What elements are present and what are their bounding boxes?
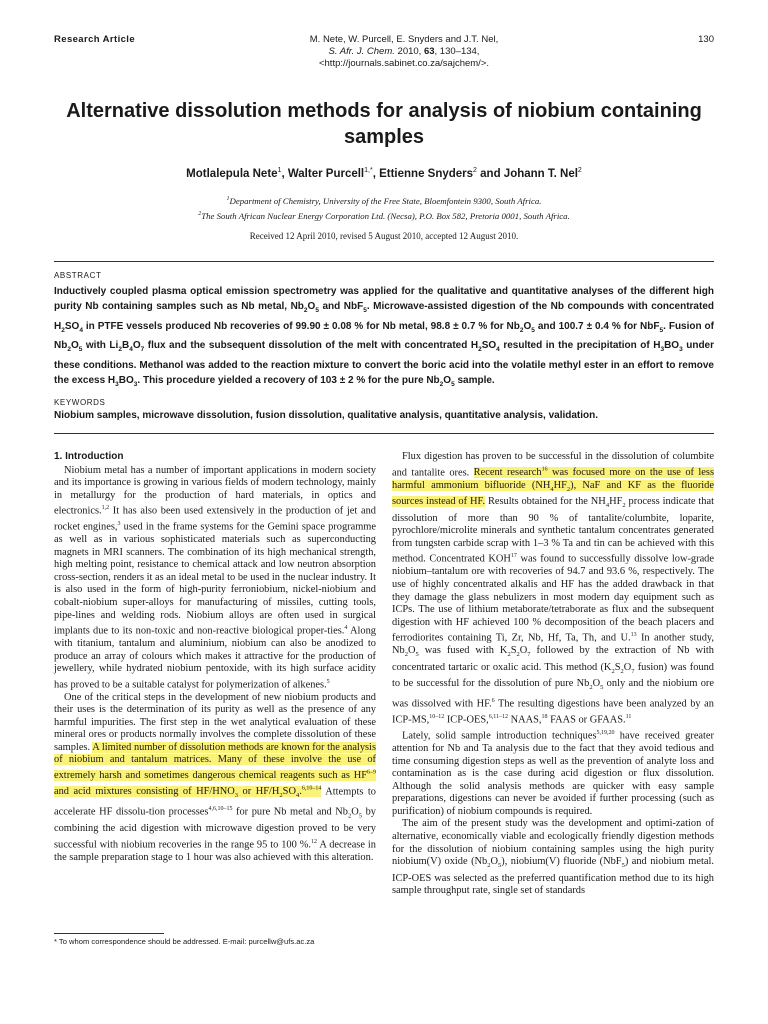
divider xyxy=(54,261,714,262)
author: Johann T. Nel xyxy=(503,167,578,180)
received-dates: Received 12 April 2010, revised 5 August 2010, accepted 12 August 2010. xyxy=(249,231,519,241)
author: Walter Purcell xyxy=(287,167,365,180)
affiliation: $^1$Department of Chemistry, University of the Free State, Bloemfontein 9300, South Africa. xyxy=(226,195,542,206)
citation xyxy=(254,34,554,70)
author: Motlalepula Nete xyxy=(186,167,278,180)
affiliation: $^2$The South African Nuclear Energy Corporation Ltd. (Necsa), P.O. Box 582, Pretoria 0001, South Africa. xyxy=(198,210,570,221)
paragraph: One of the critical steps in the development of new niobium products and their uses is the determination of its purity as well as the presence of any harmful impurities. The first step in the wet analytical evaluation of these mineral ores or products normally involves the complete dissolution of these samples. A limited number of dissolution methods are known for the analysis of niobium and tantalum matrices. Many of these involve the use of extremely harsh and sometimes dangerous chemical reagents such as HF$^{6-9}$ and acid mixtures consisting of $HF/HNO_3$ or $HF/H_2SO_4.^{6,10-14}$ Attempts to accelerate HF dissolu-tion processes$^{4,6,10-15}$ for pure Nb metal and $Nb_2O_5$ by combining the acid digestion with microwave digestion proved to be very successful with niobium recoveries in the range 95 to 100 %.$^{12}$ A decrease in the sample preparation stage to 1 hour was also achieved with this alteration. xyxy=(54,691,376,863)
section-label: Research Article xyxy=(54,34,136,45)
paragraph: Lately, solid sample introduction techniques$^{5,19,20}$ have received greater attention for Nb and Ta analysis due to the fact that they avoid tedious and time consuming digestion steps as well as the prevention of analyte loss and contamination as is the case during acid digestion or flux dissolution. Although the solid analysis methods are quicker with easy sample preparations, digestions can never be avoided if further processing (such as purification) of niobium compounds is required. xyxy=(392,730,715,817)
paragraph: Flux digestion has proven to be successful in the dissolution of columbite and tantalite ores. Recent research$^{16}$ was focused more on the use of less harmful ammonium bifluoride $(NH_4HF_2)$, NaF and KF as the fluoride sources instead of HF. Results obtained for the $NH_4HF_2$ process indicate that dissolution of more than 90 % of tantalite/columbite, loparite, pyrochlore/microlite minerals and synthetic tantalum concentrates generated from tungsten carbide scrap with 1–3 % Ta and tin can be achieved with this method. Concentrated KOH$^{17}$ was found to successfully dissolve low-grade niobium–tantalum ore with recoveries of 94.7 and 93.6 %, respectively. The use of highly concentrated alkalis and HF has the added drawback in that they damage the glass nebulizers in most modern day equipment such as ICPs. The use of lithium metaborate/tetraborate as flux and the subsequent digestion with HF achieved 100 % decomposition of the beach placers and ferrodiorites containing Ti, Zr, Nb, Hf, Ta, Th, and U.$^{13}$ In another study, $Nb_2O_5$ was fused with $K_2S_2O_7$ followed by the extraction of Nb with concentrated tartaric or oxalic acid. This method ($K_2S_2O_7$ fusion) was found to be successful for the dissolution of pure $Nb_2O_5$ only and the niobium ore was dissolved with HF.$^6$ The resulting digestions have been analyzed by an ICP-MS,$^{10-12}$ ICP-OES,$^{6,11-12}$ NAAS,$^{18}$ FAAS or GFAAS.$^{11}$ xyxy=(392,451,715,726)
section-heading: 1. Introduction xyxy=(54,451,124,462)
footnote-rule xyxy=(54,933,164,934)
affiliations xyxy=(60,193,708,223)
citation-journal: S. Afr. J. Chem. 2010, 63, 130–134, xyxy=(328,46,480,57)
divider xyxy=(54,433,714,434)
citation-url[interactable]: <http://journals.sabinet.co.za/sajchem/>. xyxy=(318,58,490,69)
keywords: Niobium samples, microwave dissolution, fusion dissolution, qualitative analysis, quantitative analysis, validation. xyxy=(54,410,599,421)
paragraph: Niobium metal has a number of important applications in modern society and its importance is growing in various fields of modern technology, mainly in metallurgy for the production of hard materials, in optics and electronics.$^{1,2}$ It has also been used extensively in the production of jet and rocket engines,$^3$ used in the frame systems for the Gemini space programme as well as in various sophisticated materials such as superconducting magnets in MRI scanners. The combination of its high mechanical strength, high melting point, resistance to chemical attack and low neutron absorption cross-section, renders it as an ideal metal to be used in the nuclear industry. It is also used in the form of high-purity ferroniobium, nickel-niobium and cobalt-niobium super-alloys for manufacturing of missiles, cutting tools, pipe-lines and welding rods. Niobium alloys are often used in surgical implants due to its non-toxic and non-reactive biological proper-ties.$^4$ Along with titanium, tantalum and aluminium, niobium can also be anodized to produce an array of colours which makes it attractive for the production of jewellery, while hydrated niobium pentoxide, with its high surface acidity has proved to be a suitable catalyst for polymerization of alkenes.$^5$ xyxy=(54,464,376,691)
footnote: * To whom correspondence should be addressed. E-mail: purcellw@ufs.ac.za xyxy=(54,937,315,946)
paragraph: The aim of the present study was the development and optimi-zation of alternative, economically viable and ecologically friendly digestion methods for the dissolution of niobium containing samples using the high purity niobium(V) oxide $(Nb_2O_5)$, niobium(V) fluoride (NbF$_5$) and niobium metal. ICP-OES was selected as the preferred quantification method due to its high sample throughput rate, single set of standards xyxy=(392,818,714,897)
right-column xyxy=(392,451,714,898)
abstract-heading: ABSTRACT xyxy=(54,271,102,280)
page-header xyxy=(54,34,714,68)
page-number: 130 xyxy=(698,34,714,45)
highlighted-text: A limited number of dissolution methods are known for the analysis of niobium and tantalum matrices. Many of these involve the use of extremely harsh and sometimes dangerous chemical reagents such as HF$^{6-9}$ and acid mixtures consisting of $HF/HNO_3$ or $HF/H_2SO_4.^{6,10-14}$ xyxy=(54,741,376,800)
author: Ettienne Snyders xyxy=(379,167,474,180)
abstract-text: Inductively coupled plasma optical emission spectrometry was applied for the qualitative and quantitative analyses of the different high purity Nb containing samples such as Nb metal, $Nb_2O_5$ and NbF$_5$. Microwave-assisted digestion of the Nb compounds with concentrated $H_2SO_4$ in PTFE vessels produced Nb recoveries of 99.90 ± 0.08 % for Nb metal, 98.8 ± 0.7 % for $Nb_2O_5$ and 100.7 ± 0.4 % for NbF$_5$. Fusion of $Nb_2O_5$ with $Li_2B_4O_7$ flux and the subsequent dissolution of the melt with concentrated $H_2SO_4$ resulted in the precipitation of $H_3BO_3$ under these conditions. Methanol was added to the reaction mixture to convert the boric acid into the volatile methyl ester in an effort to remove the excess $H_3BO_3$. This procedure yielded a recovery of 103 ± 2 % for the pure $Nb_2O_5$ sample. xyxy=(54,286,715,389)
article-title: Alternative dissolution methods for analysis of niobium containing samples xyxy=(66,100,702,148)
author-list: Motlalepula Nete$^1$, Walter Purcell$^{1,*}$, Ettienne Snyders$^2$ and Johann T. Nel$^2$ xyxy=(186,167,582,180)
keywords-heading: KEYWORDS xyxy=(54,398,106,407)
citation-authors: M. Nete, W. Purcell, E. Snyders and J.T. Nel, xyxy=(309,34,499,45)
left-column xyxy=(54,451,376,864)
highlighted-text: Recent research$^{16}$ was focused more on the use of less harmful ammonium bifluoride $(NH_4HF_2)$, NaF and KF as the fluoride sources instead of HF. xyxy=(392,466,714,508)
